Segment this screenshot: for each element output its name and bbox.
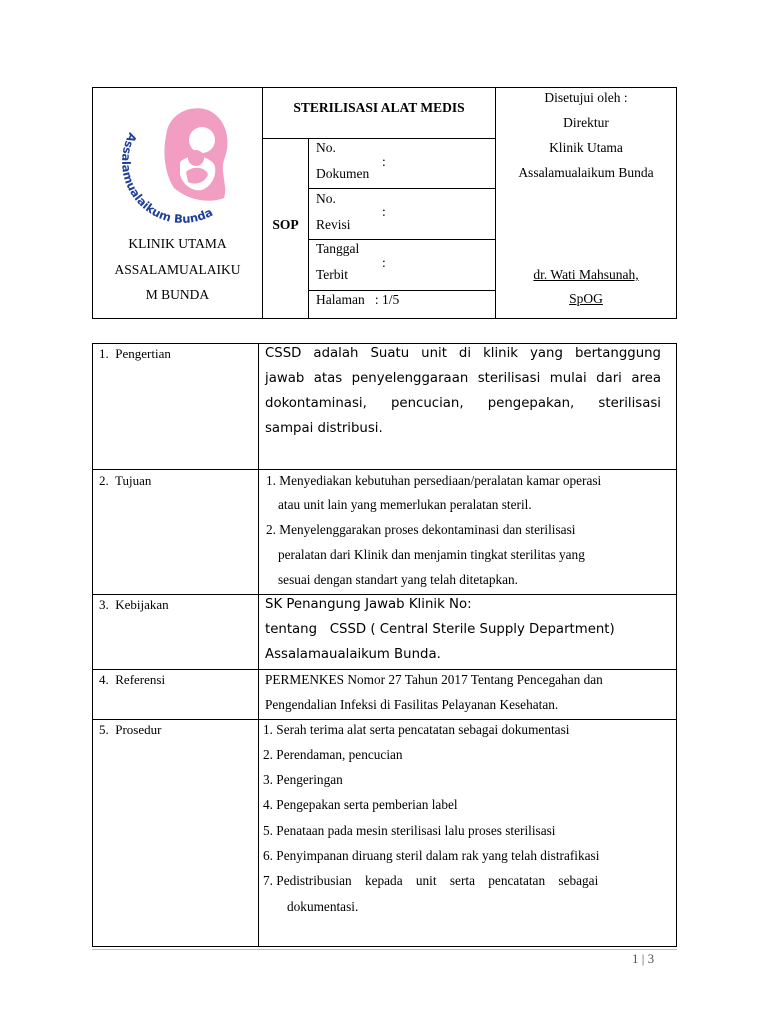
signer-name: dr. Wati Mahsunah,: [533, 267, 639, 282]
sop-label: SOP: [272, 217, 299, 232]
signer-title: SpOG: [569, 291, 603, 306]
clinic-name: KLINIK UTAMA ASSALAMUALAIKU M BUNDA: [114, 236, 241, 302]
page-number: 1 | 3: [632, 951, 655, 966]
section-label: 2. Tujuan: [99, 473, 152, 488]
logo-text: Assalamualaikum Bunda: [118, 130, 215, 225]
section-label: 4. Referensi: [99, 672, 166, 687]
document-title: STERILISASI ALAT MEDIS: [293, 100, 465, 115]
footer-rule: [92, 949, 677, 950]
clinic-logo: [108, 100, 248, 225]
field-halaman: Halaman : 1/5: [316, 292, 400, 307]
section-label: 1. Pengertian: [99, 346, 171, 361]
section-label: 5. Prosedur: [99, 722, 162, 737]
section-label: 3. Kebijakan: [99, 597, 169, 612]
